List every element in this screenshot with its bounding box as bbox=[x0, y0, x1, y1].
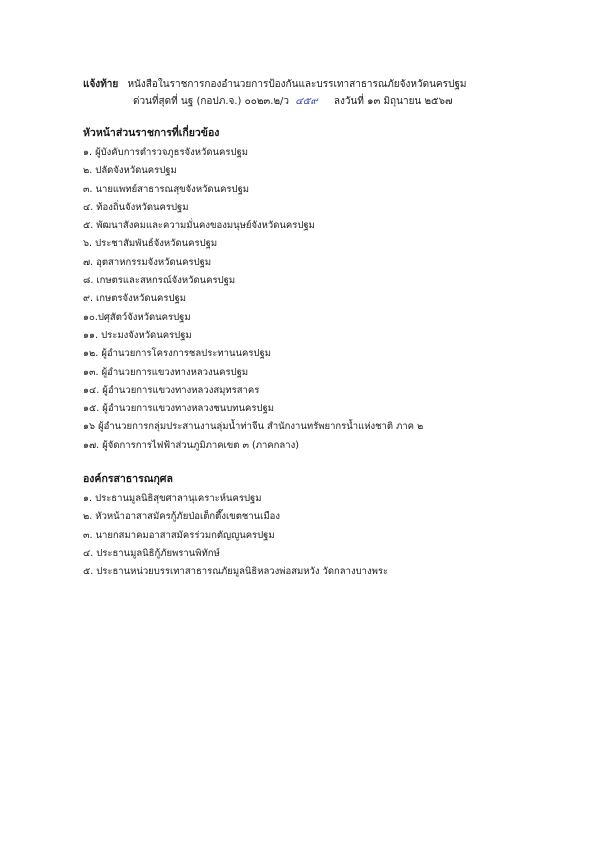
section-charity-organizations bbox=[83, 472, 583, 581]
section-government-agencies bbox=[83, 126, 583, 455]
header-line-1 bbox=[83, 77, 583, 92]
list-item: ๖. ประชาสัมพันธ์จังหวัดนครปฐม bbox=[83, 238, 218, 250]
list-item: ๔. ประธานมูลนิธิกู้ภัยพรานพิทักษ์ bbox=[83, 547, 220, 559]
section-title: หัวหน้าส่วนราชการที่เกี่ยวข้อง bbox=[83, 127, 220, 139]
list-item: ๒. ปลัดจังหวัดนครปฐม bbox=[83, 165, 177, 177]
list-item: ๑๔. ผู้อำนวยการแขวงทางหลวงสมุทรสาคร bbox=[83, 384, 260, 396]
list-item: ๑. ประธานมูลนิธิสุขศาลานุเคราะห์นครปฐม bbox=[83, 493, 262, 504]
charity-list bbox=[83, 490, 583, 581]
list-item: ๘. เกษตรและสหกรณ์จังหวัดนครปฐม bbox=[83, 275, 236, 287]
list-item: ๒. หัวหน้าอาสาสมัครกู้ภัยป่อเต็กตึ๊งเขตชานเมือง bbox=[83, 511, 281, 523]
document-date: ลงวันที่ ๑๓ มิถุนายน ๒๕๖๗ bbox=[333, 96, 453, 107]
list-item: ๑๒. ผู้อำนวยการโครงการชลประทานนครปฐม bbox=[83, 348, 271, 360]
list-item: ๑๖ ผู้อำนวยการกลุ่มประสานงานลุ่มน้ำท่าจีน สำนักงานทรัพยากรน้ำแห่งชาติ ภาค ๒ bbox=[83, 421, 424, 433]
section-title: องค์กรสาธารณกุศล bbox=[83, 473, 173, 485]
header-label: แจ้งท้าย bbox=[83, 79, 119, 90]
list-item: ๕. พัฒนาสังคมและความมั่นคงของมนุษย์จังหวัดนครปฐม bbox=[83, 220, 315, 232]
header-line-2 bbox=[83, 94, 583, 109]
attachment-header bbox=[83, 77, 583, 109]
list-item: ๓. นายกสมาคมอาสาสมัครร่วมกตัญญูนครปฐม bbox=[83, 529, 275, 541]
list-item: ๓. นายแพทย์สาธารณสุขจังหวัดนครปฐม bbox=[83, 183, 250, 195]
list-item: ๑๓. ผู้อำนวยการแขวงทางหลวงนครปฐม bbox=[83, 366, 249, 378]
list-item: ๑๗. ผู้จัดการการไฟฟ้าส่วนภูมิภาคเขต ๓ (ภาคกลาง) bbox=[83, 439, 299, 451]
header-subject: หนังสือในราชการกองอำนวยการป้องกันและบรรเทาสาธารณภัยจังหวัดนครปฐม bbox=[127, 79, 467, 90]
agency-list bbox=[83, 144, 583, 455]
document-number: ด่วนที่สุดที่ นฐ (กอปภ.จ.) ๐๐๒๓.๒/ว bbox=[133, 96, 290, 107]
list-item: ๑๑. ประมงจังหวัดนครปฐม bbox=[83, 329, 192, 341]
list-item: ๑๐.ปศุสัตว์จังหวัดนครปฐม bbox=[83, 311, 191, 323]
list-item: ๑. ผู้บังคับการตำรวจภูธรจังหวัดนครปฐม bbox=[83, 147, 249, 158]
list-item: ๗. อุตสาหกรรมจังหวัดนครปฐม bbox=[83, 256, 212, 268]
list-item: ๑๕. ผู้อำนวยการแขวงทางหลวงชนบทนครปฐม bbox=[83, 403, 275, 415]
list-item: ๔. ท้องถิ่นจังหวัดนครปฐม bbox=[83, 201, 189, 213]
list-item: ๕. ประธานหน่วยบรรเทาสาธารณภัยมูลนิธิหลวงพ่อสมหวัง วัดกลางบางพระ bbox=[83, 566, 389, 578]
handwritten-number: ๔๕๙ bbox=[295, 96, 318, 107]
list-item: ๙. เกษตรจังหวัดนครปฐม bbox=[83, 293, 186, 305]
